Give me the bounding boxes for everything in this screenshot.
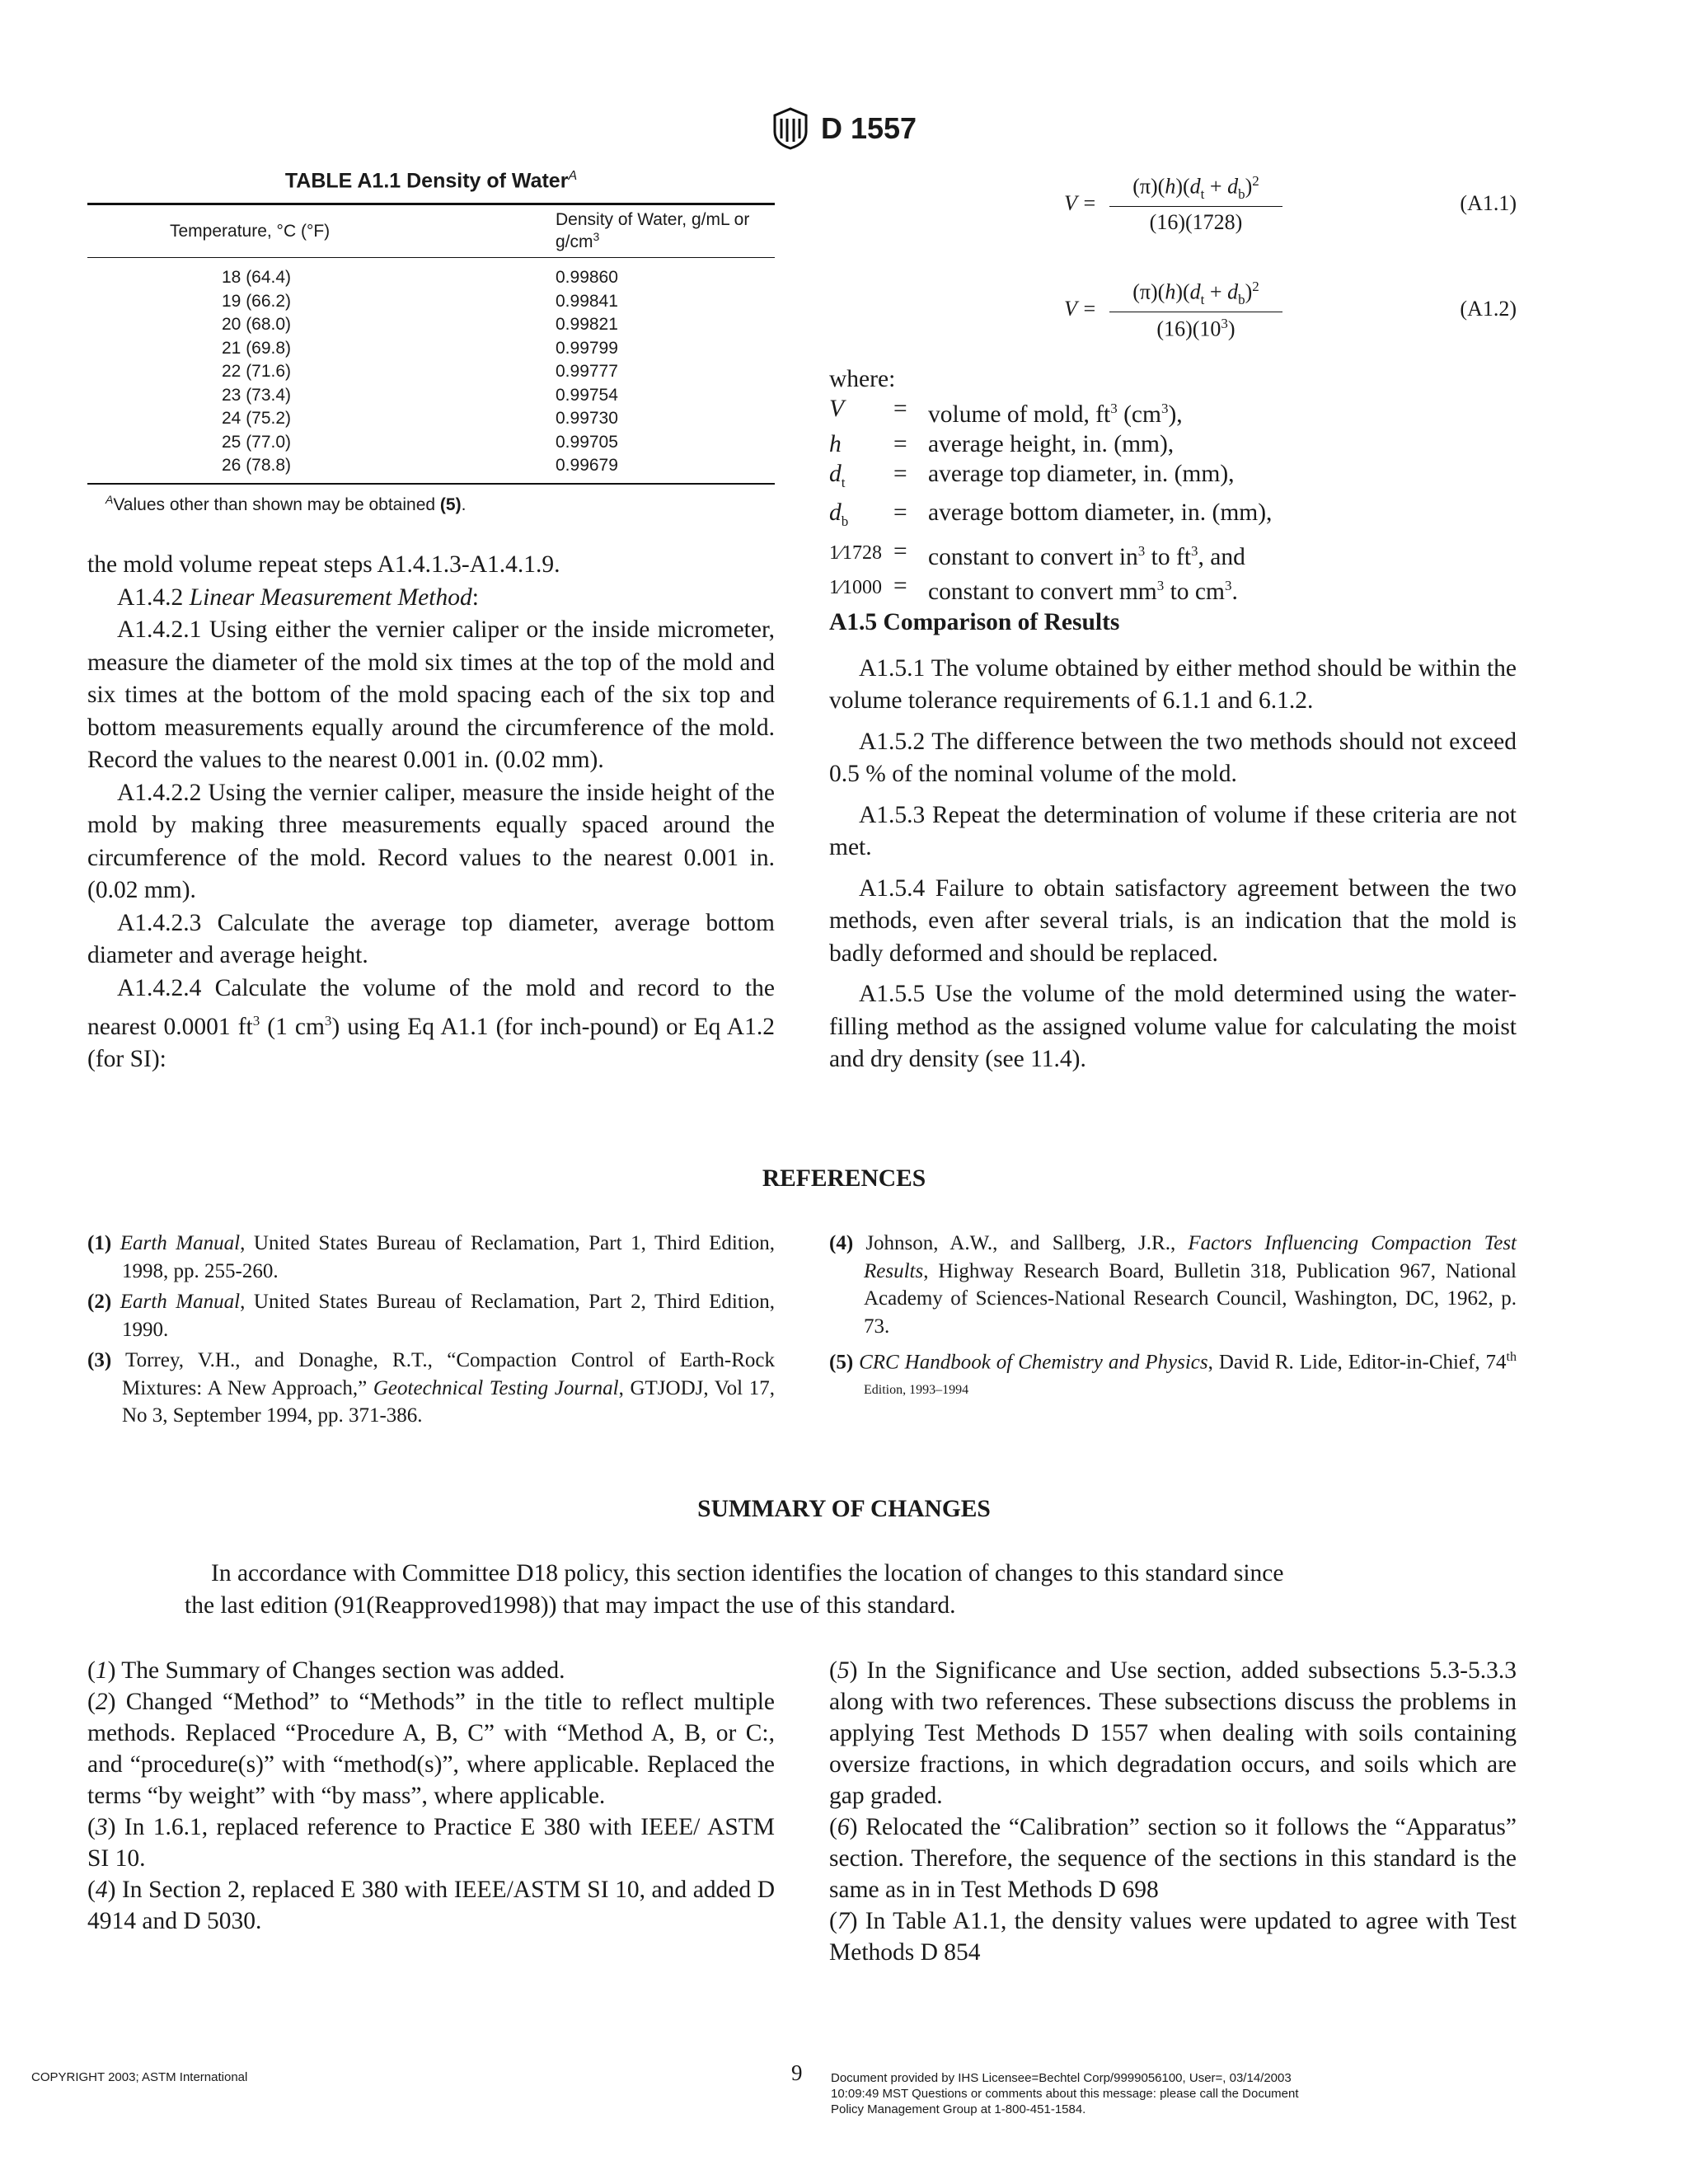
symbol: 1⁄1728	[829, 541, 883, 564]
table-row	[87, 258, 775, 290]
paragraph: A1.5.5 Use the volume of the mold determined using the water-filling method as the assigned volume value for calculating the moist and dry density (see 11.4).	[829, 981, 1517, 1072]
symbol: $d_t$	[829, 460, 846, 490]
density-table	[87, 203, 775, 485]
summary-left	[87, 1655, 775, 1937]
cell-density: 0.99754	[556, 385, 618, 405]
table-header-temperature: Temperature, °C (°F)	[87, 204, 556, 258]
symbol: $d_b$	[829, 499, 849, 529]
footer-copyright: COPYRIGHT 2003; ASTM International	[31, 2070, 248, 2084]
reference-item: (1) Earth Manual, United States Bureau of Reclamation, Part 1, Third Edition, 1998, pp. 255-260.	[87, 1232, 775, 1282]
table-row	[87, 290, 775, 314]
paragraph: A1.5.1 The volume obtained by either method should be within the volume tolerance requirements of 6.1.1 and 6.1.2.	[829, 654, 1517, 714]
references-right	[829, 1230, 1517, 1413]
document-title: D 1557	[820, 111, 917, 145]
where-row	[829, 429, 1517, 459]
summary-item: (7) In Table A1.1, the density values were updated to agree with Test Methods D 854	[829, 1908, 1517, 1966]
page-header	[0, 107, 1688, 150]
cell-density: 0.99730	[556, 409, 618, 429]
cell-temperature: 22 (71.6)	[222, 362, 292, 382]
summary-item: (6) Relocated the “Calibration” section so it follows the “Apparatus” section. Therefore, the sequence of the sections in this standard is the same as in in Test Methods D 698	[829, 1814, 1517, 1903]
equals-sign: =	[893, 460, 907, 487]
cell-temperature: 25 (77.0)	[222, 432, 292, 452]
cell-density: 0.99860	[556, 268, 618, 288]
reference-item: (2) Earth Manual, United States Bureau of Reclamation, Part 2, Third Edition, 1990.	[87, 1291, 775, 1341]
table-header-density: Density of Water, g/mL or $g/cm^3$	[556, 204, 775, 258]
where-label: where:	[829, 366, 896, 392]
equation-a1-2: V = $\frac{(\pi)(h)(d_t + d_b)^2}{(16)(10^3)}$ (A1.2)	[1064, 279, 1517, 341]
where-row	[829, 498, 1517, 537]
equals-sign: =	[893, 499, 907, 526]
summary-item: (4) In Section 2, replaced E 380 with IEEE/ASTM SI 10, and added D 4914 and D 5030.	[87, 1877, 775, 1934]
paragraph: A1.5.3 Repeat the determination of volume if these criteria are not met.	[829, 801, 1517, 860]
where-definitions	[829, 364, 1517, 607]
cell-density: 0.99841	[556, 291, 618, 311]
cell-density: 0.99777	[556, 362, 618, 382]
left-body-text	[87, 549, 775, 1076]
table-row	[87, 313, 775, 337]
paragraph: A1.4.2.1 Using either the vernier caliper or the inside micrometer, measure the diameter of the mold six times at the top of the mold and six times at the bottom of the mold spacing each of the six top and bottom measurements equally around the circumference of the mold. Record the values to the nearest 0.001 in. (0.02 mm).	[87, 616, 775, 773]
definition: average bottom diameter, in. (mm),	[928, 499, 1273, 526]
section-heading-linear-measurement: A1.4.2 Linear Measurement Method:	[117, 583, 479, 611]
reference-item: (4) Johnson, A.W., and Sallberg, J.R., Factors Influencing Compaction Test Results, Highway Research Board, Bulletin 318, Publication 967, National Academy of Sciences-National Research Council, Washington, DC, 1962, p. 73.	[829, 1232, 1517, 1338]
cell-density: 0.99799	[556, 338, 618, 358]
paragraph: A1.5.4 Failure to obtain satisfactory agreement between the two methods, even after several trials, is an indication that the mold is badly deformed and should be replaced.	[829, 874, 1517, 967]
paragraph: A1.5.2 The difference between the two methods should not exceed 0.5 % of the nominal volume of the mold.	[829, 728, 1517, 787]
paragraph: A1.4.2.2 Using the vernier caliper, measure the inside height of the mold by making three measurements equally spaced around the circumference of the mold. Record values to the nearest 0.001 in. (0.02 mm).	[87, 779, 775, 903]
table-row	[87, 407, 775, 431]
references-heading: REFERENCES	[762, 1165, 926, 1192]
footer-document-info: Document provided by IHS Licensee=Bechtel Corp/9999056100, User=, 03/14/2003 10:09:49 MST Questions or comments about this message: please call the Document Policy Management Group at 1-800-451-1584.	[831, 2071, 1299, 2116]
table-row	[87, 431, 775, 455]
reference-item: (3) Torrey, V.H., and Donaghe, R.T., “Compaction Control of Earth-Rock Mixtures: A New Approach,” Geotechnical Testing Journal, GTJODJ, Vol 17, No 3, September 1994, pp. 371-386.	[87, 1349, 775, 1427]
equation-number: (A1.2)	[1460, 297, 1517, 321]
where-row	[829, 459, 1517, 498]
page-number: 9	[791, 2060, 803, 2085]
cell-density: 0.99705	[556, 432, 618, 452]
references-left	[87, 1230, 775, 1433]
table-row	[87, 384, 775, 408]
equation-a1-1: V = $\frac{(\pi)(h)(d_t + d_b)^2}{(16)(1728)}$ (A1.1)	[1064, 173, 1517, 234]
definition: average height, in. (mm),	[928, 430, 1175, 457]
table-row	[87, 337, 775, 361]
cell-temperature: 21 (69.8)	[222, 338, 292, 358]
where-row	[829, 571, 1517, 607]
paragraph: A1.4.2.3 Calculate the average top diameter, average bottom diameter and average height.	[87, 909, 775, 968]
cell-temperature: 20 (68.0)	[222, 315, 292, 335]
equals-sign: =	[893, 573, 907, 600]
cell-density: 0.99821	[556, 315, 618, 335]
section-heading: A1.5 Comparison of Results	[829, 609, 1120, 635]
definition: constant to convert $in^3$ to $ft^3$, and	[928, 542, 1245, 570]
summary-item: (3) In 1.6.1, replaced reference to Practice E 380 with IEEE/ ASTM SI 10.	[87, 1814, 775, 1872]
where-row	[829, 537, 1517, 572]
equals-sign: =	[893, 430, 907, 457]
cell-density: 0.99679	[556, 454, 775, 484]
paragraph: A1.4.2.4 Calculate the volume of the mold and record to the nearest 0.0001 $ft^3$ (1 $cm^3$) using Eq A1.1 (for inch-pound) or Eq A1.2 (for SI):	[87, 974, 775, 1073]
reference-item: (5) CRC Handbook of Chemistry and Physics, David R. Lide, Editor-in-Chief, $74^{th Edition, 1993-1994}$	[829, 1350, 1517, 1397]
equation-number: (A1.1)	[1460, 191, 1517, 215]
symbol: V	[829, 396, 845, 422]
cell-temperature: 23 (73.4)	[222, 385, 292, 405]
table-footnote: $^A$Values other than shown may be obtained (5).	[106, 492, 467, 514]
summary-item: (5) In the Significance and Use section, added subsections 5.3-5.3.3 along with two references. These subsections discuss the problems in applying Test Methods D 1557 when dealing with soils containing oversize fractions, in which degradation occurs, and soils which are gap graded.	[829, 1657, 1517, 1809]
summary-heading: SUMMARY OF CHANGES	[697, 1496, 991, 1522]
equals-sign: =	[893, 396, 907, 422]
table-row	[87, 454, 775, 484]
paragraph: the mold volume repeat steps A1.4.1.3-A1.4.1.9.	[87, 551, 560, 578]
astm-logo-icon	[771, 107, 809, 150]
definition: volume of mold, $ft^3$ $(cm^3)$,	[928, 401, 1183, 428]
density-table-block	[87, 169, 775, 515]
table-caption: TABLE A1.1 Density of Water$^A$	[284, 169, 578, 193]
definition: constant to convert $mm^3$ to $cm^3$.	[928, 578, 1238, 606]
summary-item: (2) Changed “Method” to “Methods” in the title to reflect multiple methods. Replaced “Procedure A, B, C” with “Method A, B, or C:, and “procedure(s)” with “method(s)”, where applicable. Replaced the terms “by weight” with “by mass”, where applicable.	[87, 1689, 775, 1809]
cell-temperature: 24 (75.2)	[222, 409, 292, 429]
definition: average top diameter, in. (mm),	[928, 460, 1235, 487]
table-row	[87, 360, 775, 384]
summary-item: (1) The Summary of Changes section was added.	[87, 1657, 565, 1684]
cell-temperature: 18 (64.4)	[222, 268, 292, 288]
symbol: 1⁄1000	[829, 577, 883, 599]
summary-intro: In accordance with Committee D18 policy, this section identifies the location of changes to this standard since the last edition (91(Reapproved1998)) that may impact the use of this standard.	[185, 1560, 1284, 1619]
cell-temperature: 19 (66.2)	[222, 291, 292, 311]
where-row	[829, 394, 1517, 429]
summary-right	[829, 1655, 1517, 1968]
equals-sign: =	[893, 537, 907, 565]
section-a1-5	[829, 607, 1517, 1085]
symbol: h	[829, 430, 842, 457]
cell-temperature: 26 (78.8)	[87, 454, 556, 484]
